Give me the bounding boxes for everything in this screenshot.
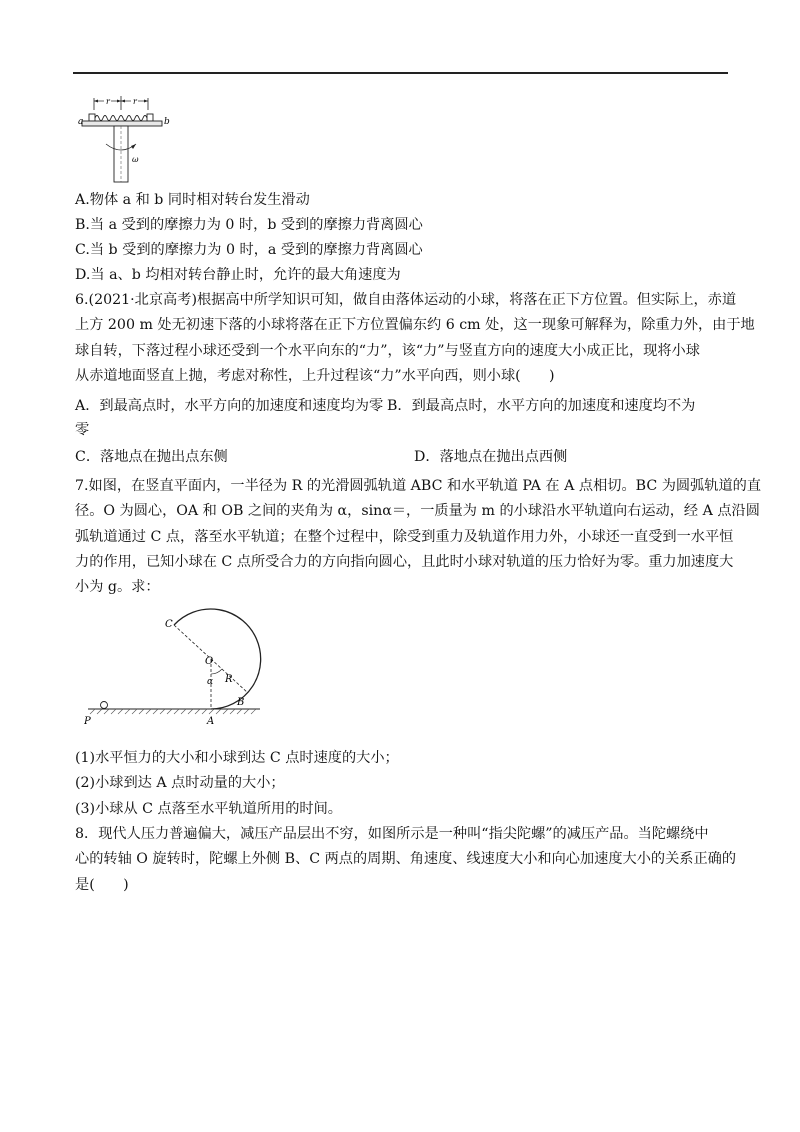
label-O: O [205, 656, 214, 667]
label-r-left: r [106, 97, 110, 106]
q7-sub1: (1)水平恒力的大小和小球到达 C 点时速度的大小； [75, 750, 399, 766]
q7-sub3: (3)小球从 C 点落至水平轨道所用的时间。 [75, 801, 342, 817]
q5-option-b: B.当 a 受到的摩擦力为 0 时，b 受到的摩擦力背离圆心 [75, 217, 423, 233]
q7-stem-line1: 7.如图，在竖直平面内，一半径为 R 的光滑圆弧轨道 ABC 和水平轨道 PA 在 A 点相切。BC 为圆弧轨道的直 [75, 478, 762, 494]
q6-stem-line3: 球自转，下落过程小球还受到一个水平向东的“力”，该“力”与竖直方向的速度大小成正比，现将小球 [75, 343, 700, 359]
q6-option-c: C．落地点在抛出点东侧 [75, 449, 228, 465]
label-R: R [225, 674, 233, 685]
label-b: b [164, 117, 170, 127]
label-P: P [84, 716, 91, 727]
label-a: a [78, 117, 84, 127]
circular-track-figure [84, 602, 274, 730]
label-r-right: r [133, 97, 137, 106]
label-alpha: α [207, 677, 214, 687]
q7-stem-line3: 弧轨道通过 C 点，落至水平轨道；在整个过程中，除受到重力及轨道作用力外，小球还一直受到一水平恒 [75, 529, 734, 545]
q5-option-a: A.物体 a 和 b 同时相对转台发生滑动 [75, 192, 310, 208]
label-A: A [207, 716, 215, 727]
q8-stem-line1: 8．现代人压力普遍偏大，减压产品层出不穷，如图所示是一种叫“指尖陀螺”的减压产品。当陀螺绕中 [75, 826, 709, 842]
label-B: B [237, 697, 245, 708]
q7-stem-line5: 小为 g。求： [75, 579, 160, 595]
turntable-figure [76, 88, 176, 184]
label-C: C [165, 619, 173, 630]
q6-stem-line2: 上方 200 m 处无初速下落的小球将落在正下方位置偏东约 6 cm 处，这一现象可解释为，除重力外，由于地 [75, 317, 755, 333]
q7-sub2: (2)小球到达 A 点时动量的大小； [75, 775, 285, 791]
q8-stem-line3: 是( ) [75, 877, 129, 893]
q6-stem-line1: 6.(2021·北京高考)根据高中所学知识可知，做自由落体运动的小球，将落在正下方位置。但实际上，赤道 [75, 292, 737, 308]
q6-stem-line4: 从赤道地面竖直上抛，考虑对称性，上升过程该“力”水平向西，则小球( ) [75, 368, 555, 384]
q7-stem-line2: 径。O 为圆心，OA 和 OB 之间的夹角为 α，sinα＝，一质量为 m 的小球沿水平轨道向右运动，经 A 点沿圆 [75, 503, 760, 519]
top-rule [73, 72, 728, 74]
q5-option-d: D.当 a、b 均相对转台静止时，允许的最大角速度为 [75, 267, 401, 283]
q6-option-d: D．落地点在抛出点西侧 [414, 449, 568, 465]
q6-option-a: A．到最高点时，水平方向的加速度和速度均为零 [75, 398, 384, 414]
q7-stem-line4: 力的作用，已知小球在 C 点所受合力的方向指向圆心，且此时小球对轨道的压力恰好为零。重力加速度大 [75, 554, 734, 570]
q5-option-c: C.当 b 受到的摩擦力为 0 时，a 受到的摩擦力背离圆心 [75, 242, 423, 258]
q6-option-b-continued: 零 [75, 422, 90, 438]
q6-option-b: B．到最高点时，水平方向的加速度和速度均不为 [387, 398, 696, 414]
label-omega: ω [132, 155, 139, 164]
q8-stem-line2: 心的转轴 O 旋转时，陀螺上外侧 B、C 两点的周期、角速度、线速度大小和向心加速度大小的关系正确的 [75, 851, 737, 867]
